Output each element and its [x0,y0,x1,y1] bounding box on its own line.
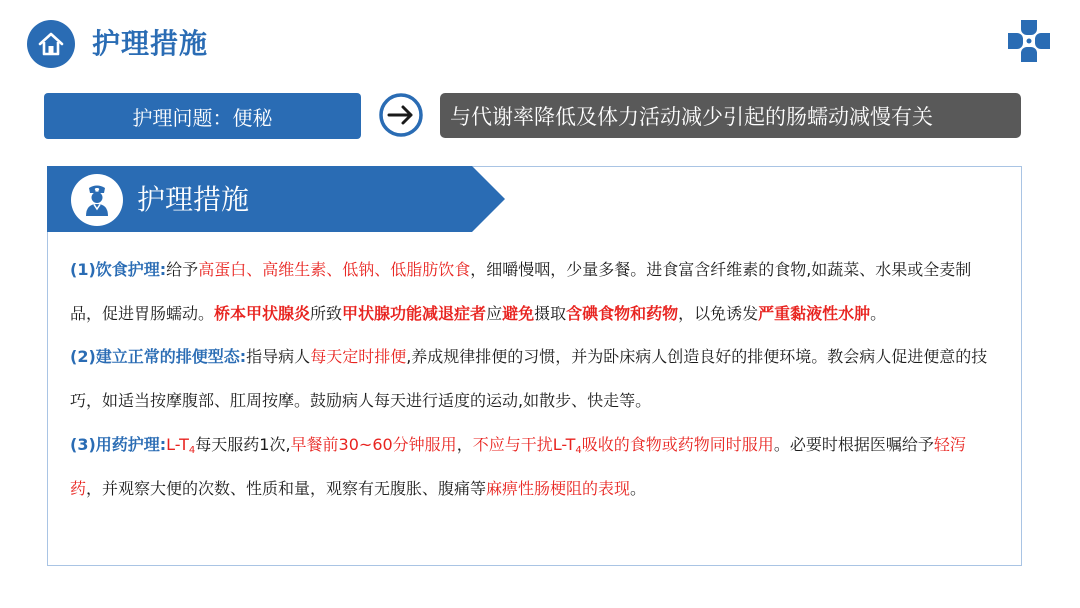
problem-cause-box: 与代谢率降低及体力活动减少引起的肠蠕动减慢有关 [440,93,1021,138]
nurse-icon [79,182,115,218]
medical-cross-logo-icon [1004,16,1054,66]
section-title: 护理措施 [137,183,250,216]
text-run: 每天服药1次, [195,434,291,454]
text-run: ，以免诱发 [678,303,759,323]
text-run: ，并观察大便的次数、性质和量，观察有无腹胀、腹痛等 [86,478,487,498]
highlight-text: 轻泻药 [70,434,966,498]
text-run: ， [456,434,473,454]
highlight-text: 吸收的食物或药物同时服用 [581,434,774,454]
text-run: ,养成规律排便的习惯，并为卧床病人创造良好的排便环境。教会病人促进便意的技巧，如适当按摩腹部、肛周按摩。鼓励病人每天进行适度的运动,如散步、快走等。 [70,347,988,411]
measures-text [70,248,990,510]
bowel-habit-paragraph [70,335,990,422]
diet-care-label: (1)饮食护理: [70,260,167,279]
highlight-text: 含碘食物和药物 [566,303,679,323]
medication-care-label: (3)用药护理: [70,434,167,454]
text-run: 。 [630,478,647,498]
highlight-text: 麻痹性肠梗阻的表现 [486,478,631,498]
home-icon [36,29,66,59]
diet-care-paragraph [70,248,990,335]
text-run: ，细嚼慢咽，少量多餐。进食富含纤维素的食物,如蔬菜、水果或全麦制品，促进胃肠蠕动。 [70,260,972,323]
subscript-text: 4 [188,444,196,456]
text-run: 所致 [310,303,343,323]
bowel-habit-label: (2)建立正常的排便型态: [70,347,247,367]
nursing-problem-label: 护理问题：便秘 [44,93,361,139]
text-run: 指导病人 [246,347,311,367]
text-run: 。必要时根据医嘱给予 [773,434,934,454]
highlight-text: 避免 [502,303,535,323]
highlight-text: 每天定时排便 [310,347,407,367]
nurse-badge [71,174,123,226]
subscript-text: 4 [575,444,582,456]
home-badge [27,20,75,68]
highlight-text: L-T [166,434,189,454]
text-run: 。 [870,303,887,323]
highlight-text: 不应与干扰L-T [472,434,576,454]
medication-care-paragraph [70,423,990,510]
page-title: 护理措施 [92,27,209,60]
highlight-text: 甲状腺功能减退症者 [342,303,487,323]
highlight-text: 早餐前30~60分钟服用 [290,434,457,454]
arrow-right-circle-icon [378,92,424,138]
highlight-text: 桥本甲状腺炎 [214,303,311,323]
highlight-text: 高蛋白、高维生素、低钠、低脂肪饮食 [198,260,471,279]
text-run: 应 [486,303,503,323]
text-run: 摄取 [534,303,567,323]
highlight-text: 严重黏液性水肿 [758,303,871,323]
text-run: 给予 [166,260,199,279]
